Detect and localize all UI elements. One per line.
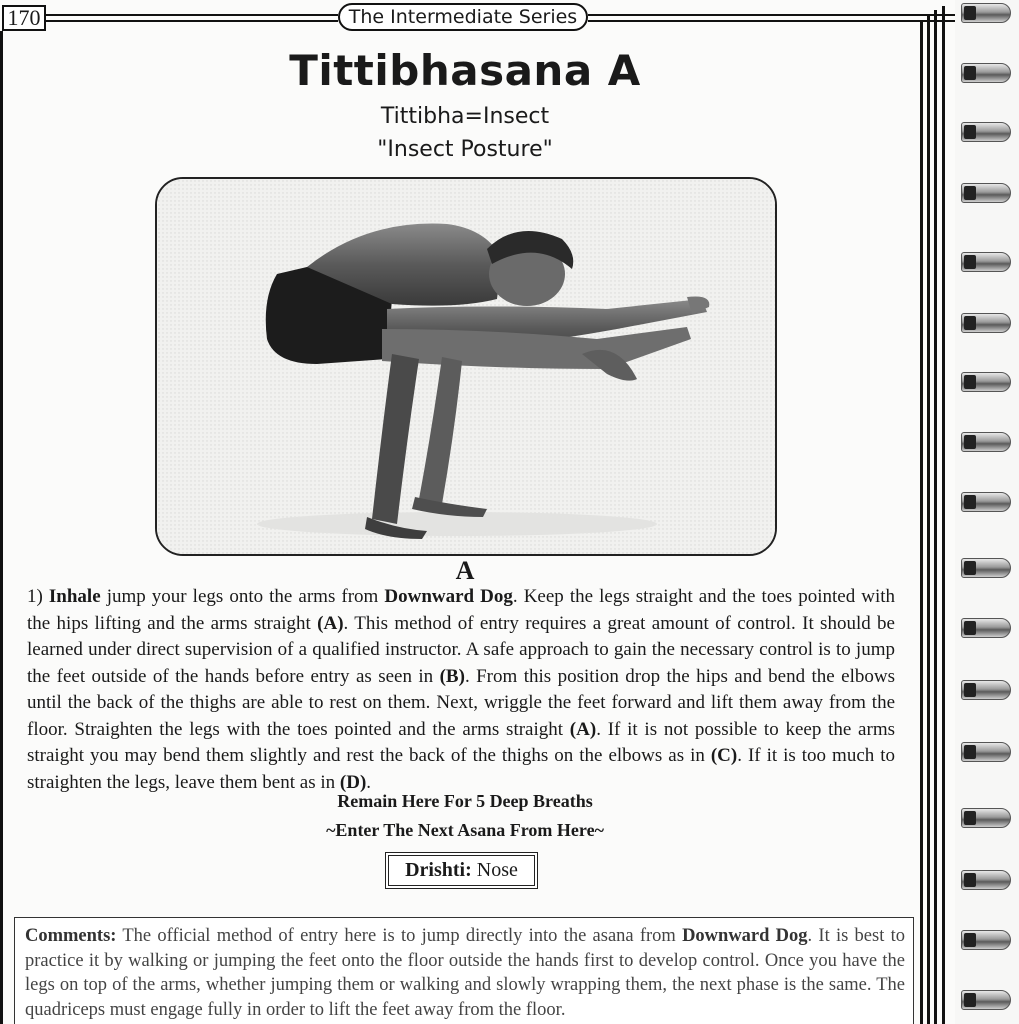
enter-next-instruction: ~Enter The Next Asana From Here~ — [326, 820, 604, 840]
ref-a-2: (A) — [569, 718, 597, 740]
instructions-text-5: . If it is not possible to keep the arms straight you may bend them slightly and rest the back of the thighs on the elbows as in — [27, 718, 895, 766]
ref-d: (D) — [339, 771, 367, 793]
header-rule-right-2 — [588, 20, 955, 22]
pose-english-name: "Insect Posture" — [377, 137, 553, 162]
binding-coil — [961, 313, 1011, 333]
instructions-text-4: . From this position drop the hips and bend the elbows until the back of the thighs are able to rest on them. Next, wriggle the feet forward and lift them away from the floor. Straighten the legs with the toes pointed and the arms straight — [27, 665, 895, 740]
pose-title: Tittibhasana A — [289, 46, 641, 95]
page-number: 170 — [2, 5, 46, 31]
spiral-binding — [955, 0, 1019, 1024]
binding-coil — [961, 3, 1011, 23]
page-border-right-1 — [920, 20, 923, 1024]
binding-coil — [961, 432, 1011, 452]
binding-coil — [961, 372, 1011, 392]
page-border-left — [0, 31, 3, 1024]
binding-coil — [961, 183, 1011, 203]
instructions-text-7: . — [366, 771, 372, 793]
page-border-right-4 — [942, 6, 945, 1024]
photo-label: A — [455, 556, 475, 585]
comments-downward-dog: Downward Dog — [682, 926, 808, 946]
step-number: 1) — [27, 586, 43, 607]
binding-coil — [961, 558, 1011, 578]
pose-translation: Tittibha=Insect — [380, 104, 550, 129]
ref-c: (C) — [710, 745, 738, 766]
pose-photo — [155, 177, 777, 556]
page-border-right-2 — [927, 14, 930, 1024]
page-border-right-3 — [934, 10, 937, 1024]
remain-instruction: Remain Here For 5 Deep Breaths — [337, 791, 593, 811]
instructions-text-1: jump your legs onto the arms from — [100, 586, 385, 607]
binding-coil — [961, 680, 1011, 700]
yoga-pose-illustration — [157, 179, 775, 554]
binding-coil — [961, 808, 1011, 828]
header-rule-right — [588, 14, 955, 16]
drishti-box — [385, 852, 538, 889]
binding-coil — [961, 63, 1011, 83]
instructions-paragraph — [27, 584, 895, 796]
comments-paragraph — [25, 924, 905, 1022]
comments-label: Comments: — [25, 926, 117, 946]
header-rule-left-2 — [46, 20, 338, 22]
header-rule-left — [46, 14, 338, 16]
binding-coil — [961, 618, 1011, 638]
inhale-term: Inhale — [48, 586, 101, 607]
binding-coil — [961, 990, 1011, 1010]
instructions-text-2: . Keep the legs straight and the toes pointed with the hips lifting and the arms straight — [27, 586, 896, 634]
instructions-text-6: . If it is too much to straighten the legs, leave them bent as in — [27, 745, 896, 793]
binding-coil — [961, 252, 1011, 272]
series-title: The Intermediate Series — [338, 3, 588, 31]
comments-text-1: The official method of entry here is to jump directly into the asana from — [116, 926, 683, 946]
binding-coil — [961, 122, 1011, 142]
comments-text-2: . It is best to practice it by walking or jumping the feet onto the floor outside the hands first to develop control. Once you have the legs on top of the arms, whether jumping them or walking and slowly wrapping them, the next phase is the same. The quadriceps must engage fully in order to lift the feet away from the floor. — [25, 926, 905, 1020]
instructions-text-3: . This method of entry requires a great amount of control. It should be learned under direct supervision of a qualified instructor. A safe approach to gain the necessary control is to jump the feet outside of the hands before entry as seen in — [27, 612, 895, 687]
binding-coil — [961, 930, 1011, 950]
drishti-label: Drishti: — [405, 859, 472, 881]
ref-a-1: (A) — [317, 612, 344, 634]
downward-dog-term: Downward Dog — [384, 586, 513, 607]
binding-coil — [961, 870, 1011, 890]
ref-b: (B) — [439, 665, 465, 687]
binding-coil — [961, 742, 1011, 762]
comments-box — [14, 917, 914, 1024]
binding-coil — [961, 492, 1011, 512]
drishti-value: Nose — [471, 859, 518, 881]
